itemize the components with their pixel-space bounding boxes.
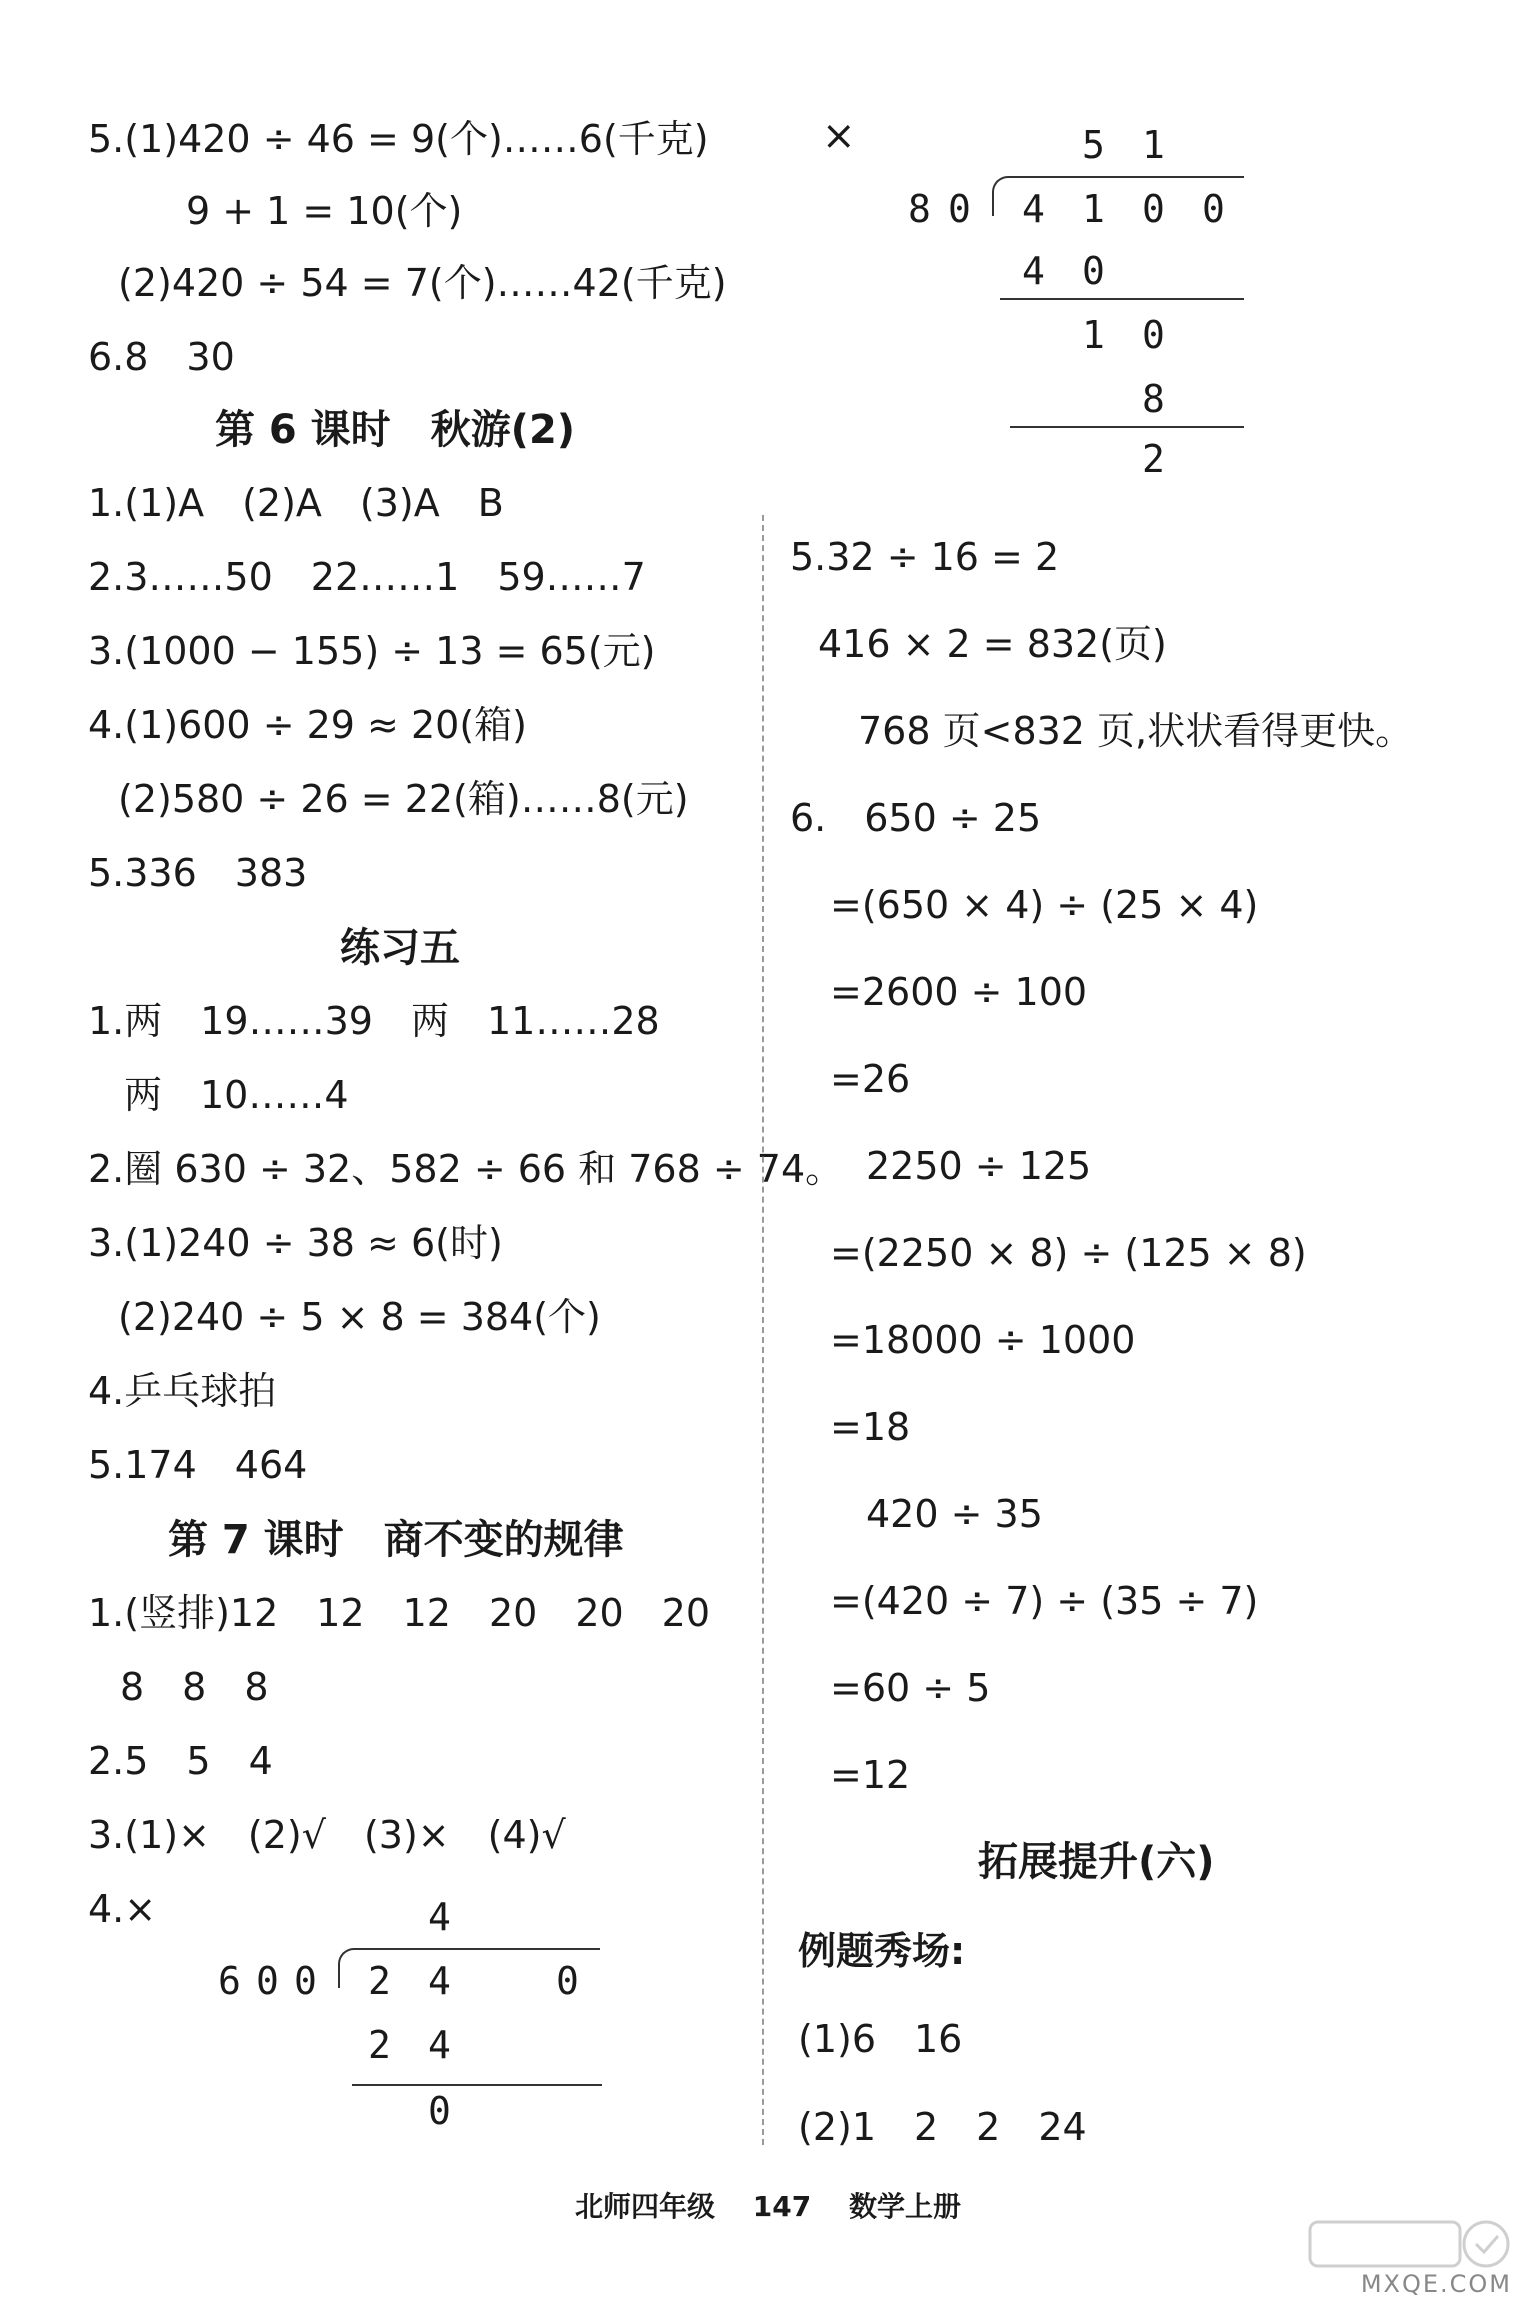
calc-step: =60 ÷ 5 bbox=[830, 1666, 991, 1710]
remainder-digit: 0 bbox=[428, 2089, 451, 2133]
section-heading-lesson-7: 第 7 课时 商不变的规律 bbox=[168, 1517, 624, 1563]
subtrahend-digit: 8 bbox=[1142, 377, 1165, 421]
answer-2: 2.3……50 22……1 59……7 bbox=[88, 555, 646, 599]
calc-problem: 2250 ÷ 125 bbox=[866, 1144, 1092, 1188]
answer-5-1-cont: 9 + 1 = 10(个) bbox=[186, 189, 463, 233]
example-answer-1: (1)6 16 bbox=[798, 2017, 963, 2061]
quotient-digit: 4 bbox=[428, 1895, 451, 1939]
quotient-digit: 5 bbox=[1082, 123, 1105, 167]
lesson7-answer-3: 3.(1)× (2)√ (3)× (4)√ bbox=[88, 1813, 566, 1857]
column-divider bbox=[762, 515, 764, 2145]
lesson7-answer-1-cont: 8 8 8 bbox=[120, 1665, 269, 1709]
answer-1: 1.(1)A (2)A (3)A B bbox=[88, 481, 504, 525]
example-answer-2: (2)1 2 2 24 bbox=[798, 2105, 1087, 2149]
answer-5-right: 5.32 ÷ 16 = 2 bbox=[790, 535, 1060, 579]
watermark-text: MXQE.COM bbox=[1360, 2270, 1512, 2298]
dividend-digit: 0 bbox=[1142, 187, 1165, 231]
calc-step: =(420 ÷ 7) ÷ (35 ÷ 7) bbox=[830, 1579, 1259, 1623]
answer-4-2: (2)580 ÷ 26 = 22(箱)……8(元) bbox=[118, 777, 689, 821]
section-heading-lesson-6: 第 6 课时 秋游(2) bbox=[215, 407, 576, 453]
division-rule bbox=[1010, 426, 1244, 428]
subtrahend-digit: 0 bbox=[1082, 249, 1105, 293]
dividend-digit: 1 bbox=[1082, 187, 1105, 231]
lesson7-answer-1: 1.(竖排)12 12 12 20 20 20 bbox=[88, 1591, 711, 1635]
divisor-digit: 8 bbox=[908, 187, 931, 231]
calc-step: =2600 ÷ 100 bbox=[830, 970, 1088, 1014]
subtrahend-digit: 2 bbox=[368, 2023, 391, 2067]
subtrahend-digit: 4 bbox=[428, 2023, 451, 2067]
answer-3: 3.(1000 − 155) ÷ 13 = 65(元) bbox=[88, 629, 656, 673]
exercise-answer-3-1: 3.(1)240 ÷ 38 ≈ 6(时) bbox=[88, 1221, 503, 1265]
lesson7-answer-2: 2.5 5 4 bbox=[88, 1739, 273, 1783]
partial-digit: 0 bbox=[1142, 313, 1165, 357]
division-rule bbox=[1000, 298, 1244, 300]
partial-digit: 1 bbox=[1082, 313, 1105, 357]
division-rule bbox=[352, 2084, 602, 2086]
section-heading-exercise-5: 练习五 bbox=[340, 925, 460, 971]
example-label: 例题秀场: bbox=[798, 1929, 966, 1973]
subtrahend-digit: 4 bbox=[1022, 249, 1045, 293]
dividend-digit: 0 bbox=[1202, 187, 1225, 231]
dividend-digit: 0 bbox=[556, 1959, 579, 2003]
calc-step: =(650 × 4) ÷ (25 × 4) bbox=[830, 883, 1259, 927]
calc-step: =18 bbox=[830, 1405, 911, 1449]
exercise-answer-1: 1.两 19……39 两 11……28 bbox=[88, 999, 660, 1043]
dividend-digit: 4 bbox=[1022, 187, 1045, 231]
answer-5-1: 5.(1)420 ÷ 46 = 9(个)……6(千克) bbox=[88, 117, 709, 161]
footer-grade: 北师四年级 bbox=[575, 2190, 716, 2223]
divisor-digit: 6 bbox=[218, 1959, 241, 2003]
dividend-digit: 4 bbox=[428, 1959, 451, 2003]
answer-5-2: (2)420 ÷ 54 = 7(个)……42(千克) bbox=[118, 261, 727, 305]
exercise-answer-3-2: (2)240 ÷ 5 × 8 = 384(个) bbox=[118, 1295, 601, 1339]
divisor-digit: 0 bbox=[948, 187, 971, 231]
answer-6: 6.8 30 bbox=[88, 335, 235, 379]
answer-4-1: 4.(1)600 ÷ 29 ≈ 20(箱) bbox=[88, 703, 527, 747]
calc-step: =(2250 × 8) ÷ (125 × 8) bbox=[830, 1231, 1307, 1275]
exercise-answer-1-cont: 两 10……4 bbox=[124, 1073, 349, 1117]
exercise-answer-4: 4.乒乓球拍 bbox=[88, 1369, 277, 1413]
wrong-mark: × bbox=[822, 113, 856, 159]
dividend-digit: 2 bbox=[368, 1959, 391, 2003]
calc-step: =12 bbox=[830, 1753, 911, 1797]
answer-6-right: 6. 650 ÷ 25 bbox=[790, 796, 1042, 840]
answer-5: 5.336 383 bbox=[88, 851, 308, 895]
exercise-answer-5: 5.174 464 bbox=[88, 1443, 308, 1487]
remainder-digit: 2 bbox=[1142, 437, 1165, 481]
section-heading-extension-6: 拓展提升(六) bbox=[978, 1839, 1215, 1885]
exercise-answer-2: 2.圈 630 ÷ 32、582 ÷ 66 和 768 ÷ 74。 bbox=[88, 1147, 844, 1191]
divisor-digit: 0 bbox=[294, 1959, 317, 2003]
page-number: 147 bbox=[752, 2190, 812, 2223]
answer-5-right-conclusion: 768 页<832 页,状状看得更快。 bbox=[858, 709, 1414, 753]
quotient-digit: 1 bbox=[1142, 123, 1165, 167]
footer-book-title: 数学上册 bbox=[848, 2190, 961, 2223]
lesson7-answer-4: 4.× bbox=[88, 1887, 157, 1931]
divisor-digit: 0 bbox=[256, 1959, 279, 2003]
calc-step: =18000 ÷ 1000 bbox=[830, 1318, 1136, 1362]
answer-5-right-step2: 416 × 2 = 832(页) bbox=[818, 622, 1167, 666]
calc-problem: 420 ÷ 35 bbox=[866, 1492, 1043, 1536]
calc-step: =26 bbox=[830, 1057, 911, 1101]
